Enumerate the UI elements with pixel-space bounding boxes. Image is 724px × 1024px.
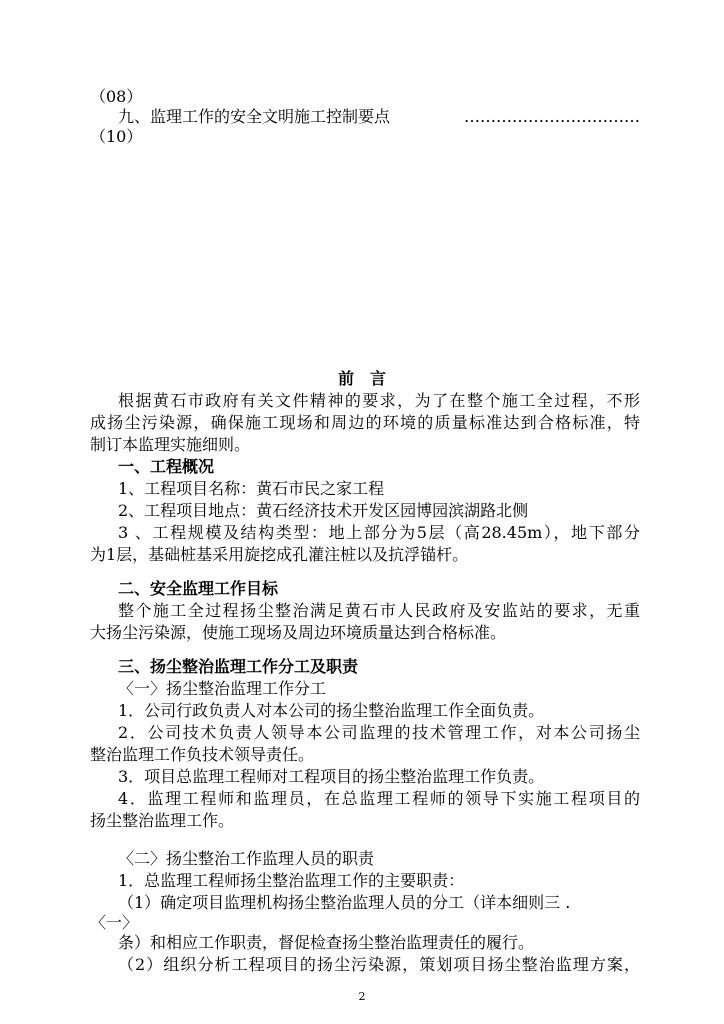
section-3-q1a-line3: 条）和相应工作职责，督促检查扬尘整治监理责任的履行。 bbox=[118, 933, 535, 952]
section-2-heading: 二、安全监理工作目标 bbox=[118, 579, 279, 598]
section-1-item-3-line1: 3 、工程规模及结构类型：地上部分为5层（高28.45m），地下部分 bbox=[118, 523, 640, 542]
section-3-sub-1: 〈一〉扬尘整治监理工作分工 bbox=[118, 679, 327, 698]
preface-para-line: 根据黄石市政府有关文件精神的要求，为了在整个施工全过程，不形 bbox=[118, 391, 640, 410]
section-3-p2-line1: 2．公司技术负责人领导本公司监理的技术管理工作，对本公司扬尘 bbox=[118, 723, 640, 742]
section-3-p3: 3．项目总监理工程师对工程项目的扬尘整治监理工作负责。 bbox=[118, 767, 545, 786]
section-3-q1: 1．总监理工程师扬尘整治监理工作的主要职责： bbox=[118, 871, 465, 890]
section-3-sub-2: 〈二〉扬尘整治工作监理人员的职责 bbox=[118, 849, 375, 868]
section-1-item-2: 2、工程项目地点：黄石经济技术开发区园博园滨湖路北侧 bbox=[118, 501, 529, 520]
section-3-p4-line1: 4．监理工程师和监理员，在总监理工程师的领导下实施工程项目的 bbox=[118, 789, 640, 808]
section-3-p2-line2: 整治监理工作负技术领导责任。 bbox=[90, 745, 315, 764]
toc-item-9-page: （10） bbox=[90, 127, 143, 146]
section-2-para-line2: 大扬尘污染源，使施工现场及周边环境质量达到合格标准。 bbox=[90, 623, 507, 642]
section-1-item-1: 1、工程项目名称：黄石市民之家工程 bbox=[118, 479, 385, 498]
section-1-heading: 一、工程概况 bbox=[118, 457, 215, 476]
page-number: 2 bbox=[358, 990, 366, 1003]
toc-item-9-dots: …………………………… bbox=[464, 107, 640, 126]
section-2-para-line1: 整个施工全过程扬尘整治满足黄石市人民政府及安监站的要求，无重 bbox=[118, 601, 640, 620]
section-3-q1a-line1: （1）确定项目监理机构扬尘整治监理人员的分工（详本细则三 . bbox=[118, 893, 571, 912]
section-3-q1a-line2: 〈一〉 bbox=[90, 913, 139, 932]
toc-item-9 bbox=[118, 106, 640, 128]
toc-prev-page: （08） bbox=[90, 87, 143, 106]
section-3-p4-line2: 扬尘整治监理工作。 bbox=[90, 811, 235, 830]
section-3-q1b: （2）组织分析工程项目的扬尘污染源，策划项目扬尘整治监理方案， bbox=[118, 955, 640, 974]
section-3-heading: 三、扬尘整治监理工作分工及职责 bbox=[118, 657, 359, 676]
preface-para-line: 成扬尘污染源，确保施工现场和周边的环境的质量标准达到合格标准，特 bbox=[90, 413, 640, 432]
toc-item-9-title: 九、监理工作的安全文明施工控制要点 bbox=[118, 107, 391, 126]
preface-para-line: 制订本监理实施细则。 bbox=[90, 435, 251, 454]
preface-title: 前言 bbox=[337, 369, 402, 388]
section-3-p1: 1．公司行政负责人对本公司的扬尘整治监理工作全面负责。 bbox=[118, 701, 545, 720]
section-1-item-3-line2: 为1层，基础桩基采用旋挖成孔灌注桩以及抗浮锚杆。 bbox=[90, 545, 469, 564]
